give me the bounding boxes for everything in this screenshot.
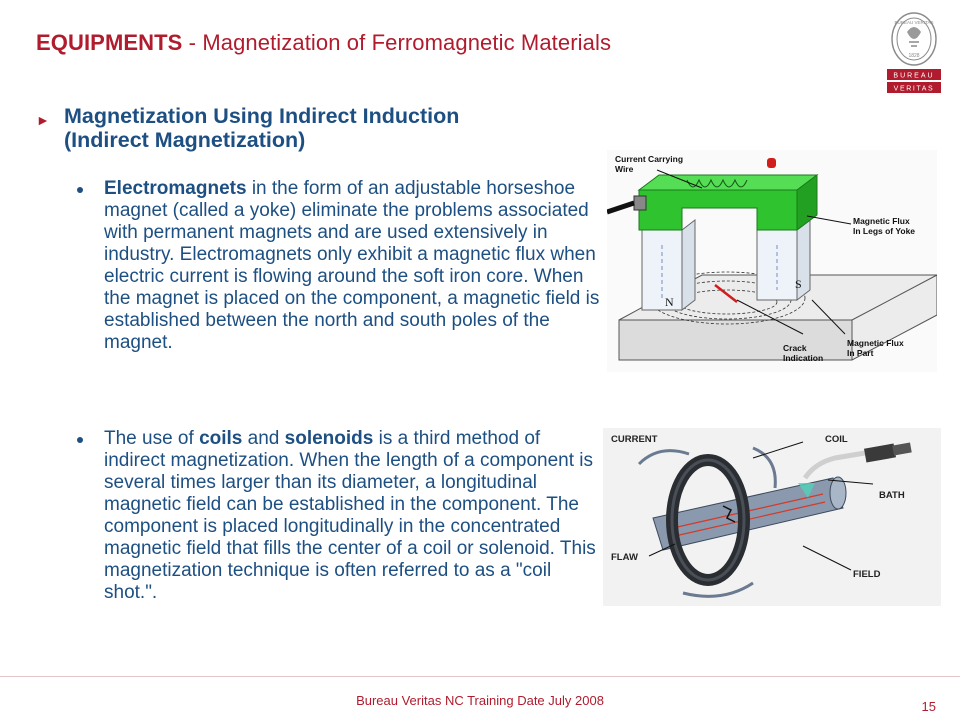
section-heading-line2: (Indirect Magnetization) bbox=[64, 128, 306, 152]
coil-diagram bbox=[603, 428, 941, 606]
slide-title bbox=[36, 30, 611, 56]
section-arrow-icon: ► bbox=[36, 112, 50, 128]
section-heading bbox=[64, 104, 459, 152]
pole-n-label: N bbox=[665, 295, 674, 309]
label-flaw: FLAW bbox=[611, 552, 638, 563]
label-bath: BATH bbox=[879, 490, 905, 501]
bullet-dot-icon bbox=[77, 437, 83, 443]
footer-divider bbox=[0, 676, 960, 677]
bullet-coils bbox=[104, 428, 604, 604]
bullet1-text: in the form of an adjustable horseshoe magnet (called a yoke) eliminate the problems associated with permanent magnets and are used extensively in industry. Electromagnets only exhibit a magnetic flux when electric current is flowing around the soft iron core. When the magnet is placed on the component, a magnetic field is established between the north and south poles of the magnet. bbox=[104, 178, 600, 353]
bureau-veritas-seal-icon bbox=[883, 10, 945, 98]
yoke-diagram-svg bbox=[607, 150, 937, 372]
label-crack-1: Crack bbox=[783, 343, 807, 353]
label-crack-2: Indication bbox=[783, 353, 824, 363]
title-rest: - Magnetization of Ferromagnetic Materials bbox=[182, 30, 612, 55]
bullet2-text-c: is a third method of indirect magnetization. When the length of a component is several times larger than its diameter, a longitudinal magnetic field can be established in the component. The component is placed longitudinally in the concentrated magnetic field that fills the center of a coil or solenoid. This magnetization technique is often referred to as a "coil shot.". bbox=[104, 428, 596, 603]
bullet2-text-b: and bbox=[242, 428, 285, 449]
label-flux-legs-2: In Legs of Yoke bbox=[853, 226, 916, 236]
label-flux-part-2: In Part bbox=[847, 348, 874, 358]
bullet2-text-a: The use of bbox=[104, 428, 200, 449]
bullet-dot-icon bbox=[77, 187, 83, 193]
logo-word-veritas: VERITAS bbox=[893, 85, 935, 93]
bullet-electromagnets bbox=[104, 178, 604, 354]
logo-year: 1828 bbox=[908, 53, 920, 59]
logo-word-bureau: BUREAU bbox=[893, 72, 935, 80]
label-current-wire-1: Current Carrying bbox=[615, 154, 684, 164]
label-current-wire-2: Wire bbox=[615, 164, 634, 174]
logo-ring-text: BUREAU VERITAS bbox=[894, 20, 934, 25]
coil-diagram-svg bbox=[603, 428, 941, 606]
title-bold: EQUIPMENTS bbox=[36, 30, 183, 55]
label-coil: COIL bbox=[825, 434, 848, 445]
label-flux-part-1: Magnetic Flux bbox=[847, 338, 904, 348]
bullet2-bold-coils: coils bbox=[199, 428, 243, 449]
pole-s-label: S bbox=[795, 277, 802, 291]
bullet1-bold: Electromagnets bbox=[104, 178, 247, 199]
page-number: 15 bbox=[921, 699, 936, 714]
yoke-diagram bbox=[607, 150, 937, 372]
bullet2-bold-solenoids: solenoids bbox=[284, 428, 374, 449]
footer-text: Bureau Veritas NC Training Date July 2008 bbox=[356, 693, 604, 708]
section-heading-line1: Magnetization Using Indirect Induction bbox=[64, 104, 460, 128]
bureau-veritas-logo bbox=[883, 10, 945, 98]
label-field: FIELD bbox=[853, 569, 881, 580]
label-current: CURRENT bbox=[611, 434, 658, 445]
label-flux-legs-1: Magnetic Flux bbox=[853, 216, 910, 226]
